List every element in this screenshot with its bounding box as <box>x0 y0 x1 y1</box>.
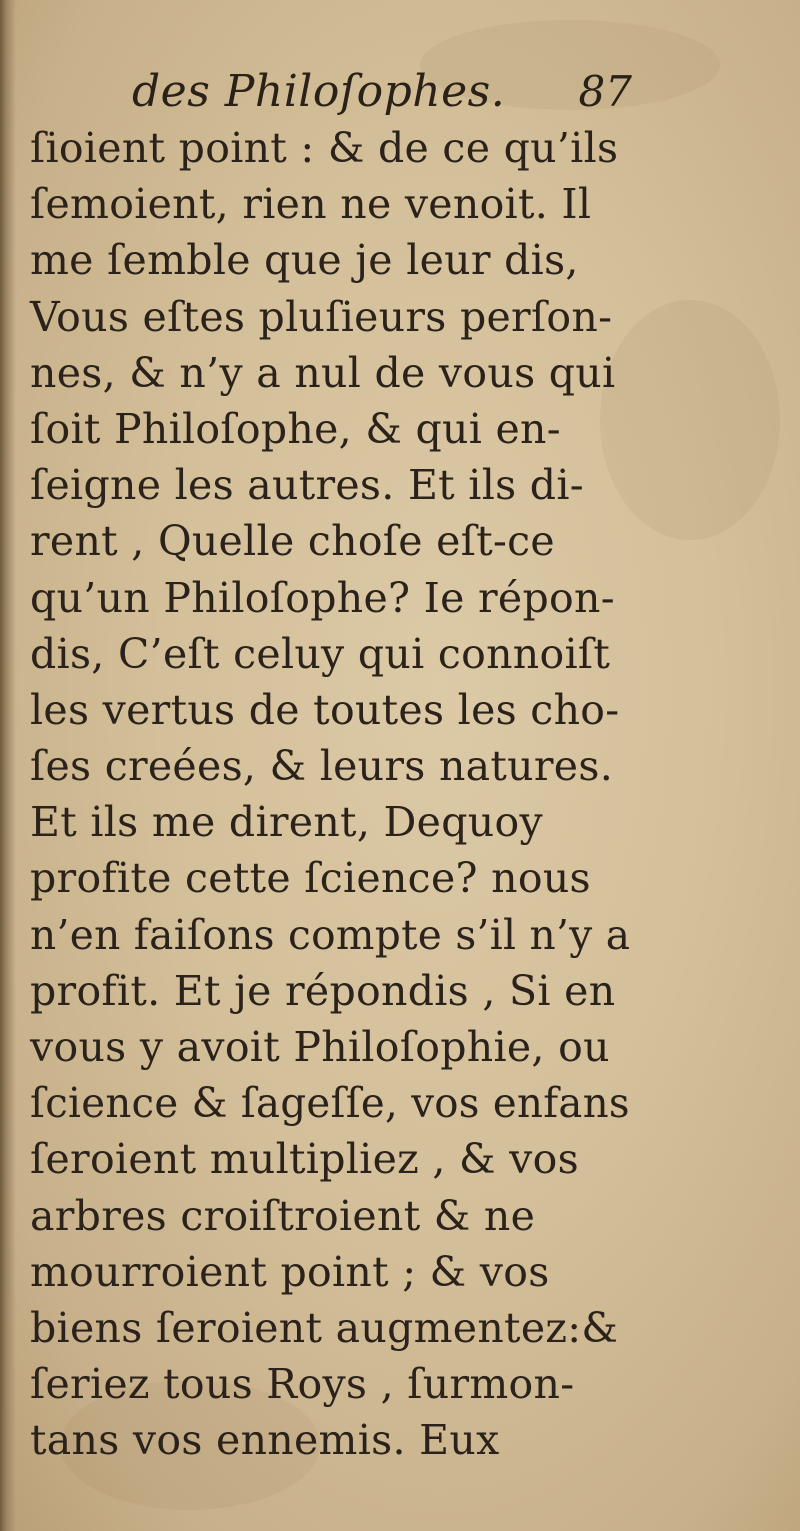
page-gutter-shadow <box>0 0 16 1531</box>
text-line: Vous eſtes pluſieurs perſon- <box>30 292 613 341</box>
text-line: mourroient point ; & vos <box>30 1247 550 1296</box>
text-line: ſeigne les autres. Et ils di- <box>30 461 584 510</box>
text-line: n’en faiſons compte s’il n’y a <box>30 910 631 959</box>
text-line: ſes creées, & leurs natures. <box>30 742 614 791</box>
text-line: les vertus de toutes les cho- <box>30 685 620 734</box>
text-line: arbres croiſtroient & ne <box>30 1191 536 1240</box>
text-line: biens ſeroient augmentez:& <box>30 1303 619 1352</box>
text-line: ſcience & ſageſſe, vos enfans <box>30 1079 630 1128</box>
text-line: ſoit Philoſophe, & qui en- <box>30 404 561 453</box>
text-line: ſemoient, rien ne venoit. Il <box>30 180 592 229</box>
text-line: profite cette ſcience? nous <box>30 854 591 903</box>
running-title: des Philoſophes. <box>132 66 506 117</box>
text-line: nes, & n’y a nul de vous qui <box>30 348 616 397</box>
text-line: me ſemble que je leur dis, <box>30 236 579 285</box>
text-line: ſeroient multipliez , & vos <box>30 1135 579 1184</box>
text-line: ſeriez tous Roys , ſurmon- <box>30 1360 575 1409</box>
text-line: profit. Et je répondis , Si en <box>30 966 616 1015</box>
text-line: rent , Quelle choſe eſt-ce <box>30 517 555 566</box>
text-line: dis, C’eſt celuy qui connoiſt <box>30 629 611 678</box>
text-line: qu’un Philoſophe? Ie répon- <box>30 573 615 622</box>
body-text <box>30 120 630 1469</box>
text-line: vous y avoit Philoſophie, ou <box>30 1023 610 1071</box>
text-line: tans vos ennemis. Eux <box>30 1416 500 1465</box>
text-line: ſioient point : & de ce qu’ils <box>30 124 619 172</box>
page-number: 87 <box>578 67 632 116</box>
page-header <box>132 62 632 122</box>
text-line: Et ils me dirent, Dequoy <box>30 798 543 847</box>
